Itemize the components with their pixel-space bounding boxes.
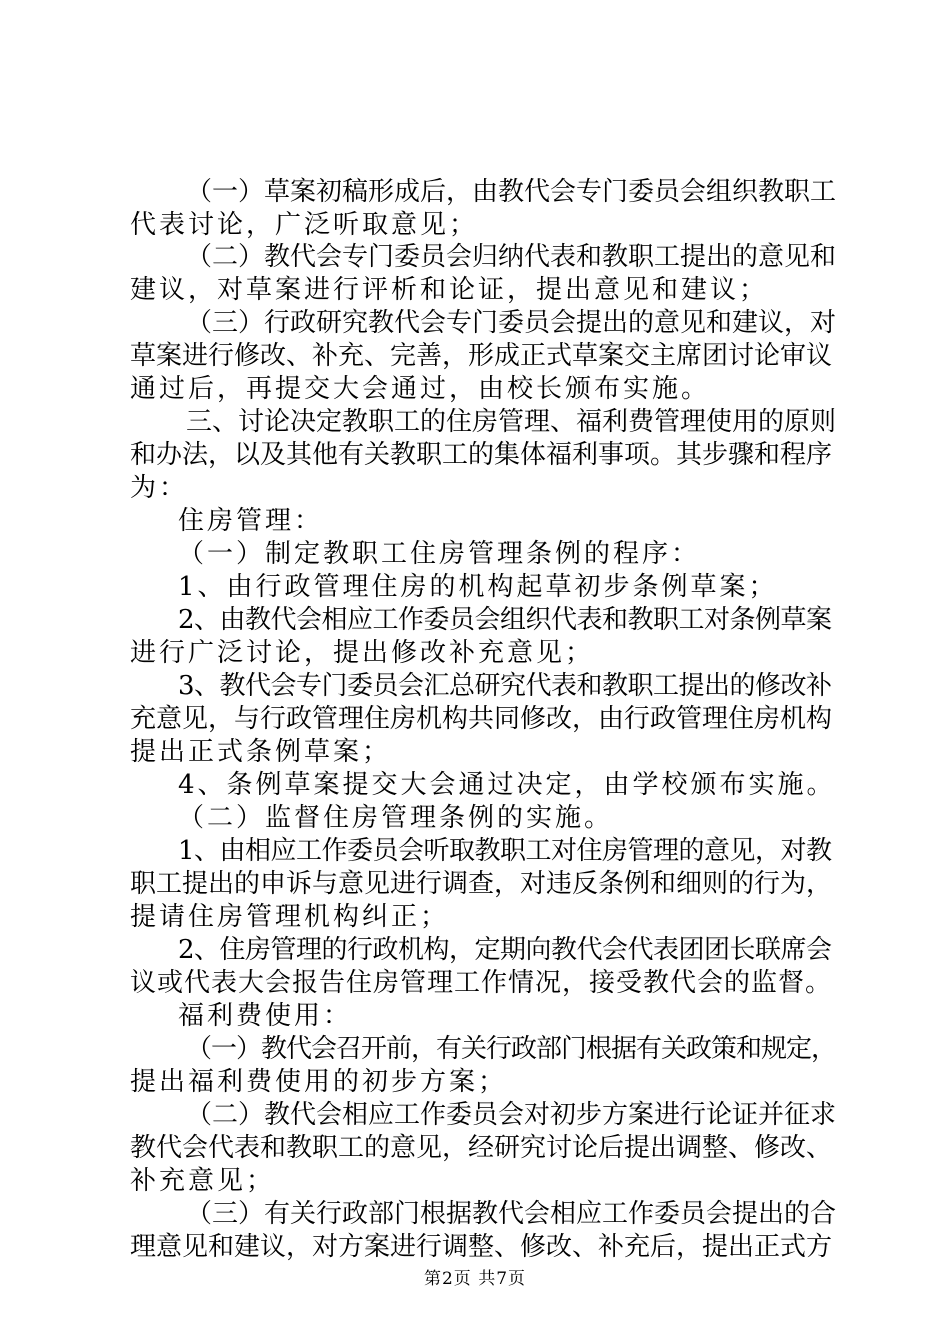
text-line: （二）教代会专门委员会归纳代表和教职工提出的意见和 [186,242,837,272]
text-line: 1、由相应工作委员会听取教职工对住房管理的意见，对教 [178,836,832,866]
page-number-footer: 第2页 共7页 [423,1269,527,1289]
text-line: （一）制定教职工住房管理条例的程序： [178,539,701,569]
text-line: （三）有关行政部门根据教代会相应工作委员会提出的合 [186,1199,837,1229]
text-line: （一）草案初稿形成后，由教代会专门委员会组织教职工 [186,177,837,207]
text-line: 提出正式条例草案； [130,737,392,767]
text-line: 职工提出的申诉与意见进行调查，对违反条例和细则的行为， [130,869,833,899]
text-line: 草案进行修改、补充、完善，形成正式草案交主席团讨论审议 [130,341,833,371]
text-line: 为： [130,473,189,503]
text-line: 进行广泛讨论，提出修改补充意见； [130,638,595,668]
text-line: 补充意见； [130,1166,276,1196]
section-heading: 福利费使用： [178,1001,353,1031]
text-line: （二）教代会相应工作委员会对初步方案进行论证并征求 [186,1100,837,1130]
text-line: （一）教代会召开前，有关行政部门根据有关政策和规定， [186,1034,837,1064]
text-line: 3、教代会专门委员会汇总研究代表和教职工提出的修改补 [178,671,832,701]
text-line: 提出福利费使用的初步方案； [130,1067,508,1097]
text-line: 2、由教代会相应工作委员会组织代表和教职工对条例草案 [178,605,832,635]
text-line: 和办法，以及其他有关教职工的集体福利事项。其步骤和程序 [130,440,833,470]
text-line: （三）行政研究教代会专门委员会提出的意见和建议，对 [186,308,837,338]
text-line: 教代会代表和教职工的意见，经研究讨论后提出调整、修改、 [130,1133,833,1163]
text-line: 理意见和建议，对方案进行调整、修改、补充后，提出正式方 [130,1232,833,1262]
text-line: 充意见，与行政管理住房机构共同修改，由行政管理住房机构 [130,704,833,734]
text-line: 4、条例草案提交大会通过决定，由学校颁布实施。 [178,770,836,800]
text-line: 提请住房管理机构纠正； [130,902,450,932]
text-line: 三、讨论决定教职工的住房管理、福利费管理使用的原则 [186,407,837,437]
text-line: 建议，对草案进行评析和论证，提出意见和建议； [130,275,769,305]
text-line: 通过后，再提交大会通过，由校长颁布实施。 [130,374,711,404]
text-line: 1、由行政管理住房的机构起草初步条例草案； [178,572,778,602]
text-line: 代表讨论，广泛听取意见； [130,210,479,240]
text-line: 议或代表大会报告住房管理工作情况，接受教代会的监督。 [130,968,833,998]
text-line: （二）监督住房管理条例的实施。 [178,803,614,833]
section-heading: 住房管理： [178,506,324,536]
text-line: 2、住房管理的行政机构，定期向教代会代表团团长联席会 [178,935,832,965]
